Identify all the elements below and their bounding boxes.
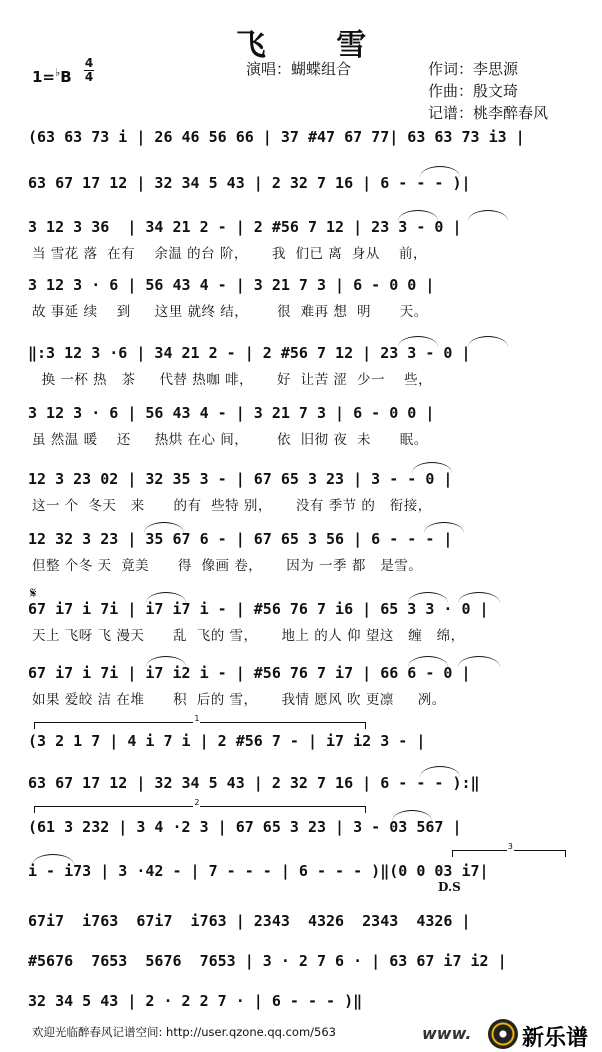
score-row-2	[28, 172, 578, 196]
lyric-line: 虽 然温 暖 还 热烘 在心 间， 依 旧彻 夜 未 眠。	[32, 432, 428, 448]
slur	[412, 462, 452, 473]
song-title: 飞 雪	[235, 28, 397, 63]
slur	[420, 166, 460, 177]
notation: #5676 7653 5676 7653 | 3 · 2 7 6 · | 63 67 i7 i2 |	[28, 952, 507, 970]
slur	[458, 592, 500, 603]
notation: 63 67 17 12 | 32 34 5 43 | 2 32 7 16 | 6 - - - ):‖	[28, 774, 480, 792]
slur	[398, 210, 438, 221]
lyric-line: 故 事延 续 到 这里 就终 结， 很 难再 想 明 天。	[32, 304, 428, 320]
volta-bracket-1	[34, 714, 366, 729]
segno-mark: 𝄋	[30, 584, 37, 602]
lyricist-credit: 作词：李思源	[428, 60, 519, 78]
score-row-15	[28, 910, 578, 934]
score-row-10	[28, 662, 578, 708]
slur	[146, 592, 186, 603]
lyric-line: 当 雪花 落 在有 余温 的台 阶， 我 们已 离 身从 前，	[32, 246, 427, 262]
notation: 3 12 3 · 6 | 56 43 4 - | 3 21 7 3 | 6 - 0 0 |	[28, 404, 435, 422]
score-row-12	[28, 772, 578, 796]
notation: (61 3 232 | 3 4 ·2 3 | 67 65 3 23 | 3 - 03 567 |	[28, 818, 462, 836]
slur	[392, 810, 432, 821]
notation: 32 34 5 43 | 2 · 2 2 7 · | 6 - - - )‖	[28, 992, 363, 1010]
notation: 3 12 3 36 | 34 21 2 - | 2 #56 7 12 | 23 3 - 0 |	[28, 218, 462, 236]
key-signature	[32, 56, 94, 86]
transcriber-credit: 记谱：桃李醉春风	[428, 104, 549, 122]
time-top: 4	[84, 56, 94, 70]
logo-brand: 新乐谱	[522, 1026, 589, 1051]
score-row-9	[28, 598, 578, 644]
footer-text: 欢迎光临醉春风记谱空间: http://user.qzone.qq.com/563	[32, 1025, 336, 1039]
lyric-line: 这一 个 冬天 来 的有 些特 别， 没有 季节 的 衔接，	[32, 498, 432, 514]
credits-block	[428, 58, 548, 124]
slur	[420, 766, 460, 777]
slur	[424, 522, 464, 533]
slur	[32, 854, 74, 865]
slur	[468, 210, 508, 221]
score-row-11	[28, 730, 578, 754]
notation: (3 2 1 7 | 4 i 7 i | 2 #56 7 - | i7 i2 3 - |	[28, 732, 426, 750]
score-row-8	[28, 528, 578, 574]
score-row-14	[28, 860, 578, 884]
disc-icon	[488, 1019, 518, 1049]
time-bottom: 4	[84, 70, 94, 84]
volta-bracket-3	[452, 842, 566, 857]
slur	[146, 656, 186, 667]
lyric-line: 但整 个冬 天 竟美 得 像画 卷， 因为 一季 都 是雪。	[32, 558, 423, 574]
slur	[144, 522, 184, 533]
lyric-line: 天上 飞呀 飞 漫天 乱 飞的 雪， 地上 的人 仰 望这 缠 绵，	[32, 628, 465, 644]
notation: 63 67 17 12 | 32 34 5 43 | 2 32 7 16 | 6 - - - )|	[28, 174, 471, 192]
site-logo	[422, 1018, 602, 1052]
score-row-4	[28, 274, 578, 320]
footer	[0, 1018, 602, 1052]
score-row-7	[28, 468, 578, 514]
score-row-6	[28, 402, 578, 448]
slur	[408, 592, 448, 603]
slur	[468, 336, 508, 347]
ds-mark: D.S	[438, 880, 461, 894]
volta-label-2: 2	[194, 798, 200, 807]
notation: 12 3 23 02 | 32 35 3 - | 67 65 3 23 | 3 - - 0 |	[28, 470, 453, 488]
flat-sign: ♭	[55, 66, 61, 79]
score-row-17	[28, 990, 578, 1014]
notation: 67 i7 i 7i | i7 i7 i - | #56 76 7 i6 | 65 3 3 · 0 |	[28, 600, 489, 618]
key-tonic: B	[60, 68, 72, 86]
lyric-line: 换 一杯 热 茶 代替 热咖 啡， 好 让苦 涩 少一 些，	[32, 372, 433, 388]
key-label: 1=	[32, 68, 56, 86]
score-row-3	[28, 216, 578, 262]
singer-credit: 演唱：蝴蝶组合	[246, 60, 352, 78]
notation: 3 12 3 · 6 | 56 43 4 - | 3 21 7 3 | 6 - 0 0 |	[28, 276, 435, 294]
time-signature	[84, 57, 94, 84]
score-row-5	[28, 342, 578, 388]
lyric-line: 如果 爱皎 洁 在堆 积 后的 雪， 我情 愿风 吹 更凛 冽。	[32, 692, 446, 708]
notation: (63 63 73 i | 26 46 56 66 | 37 #47 67 77| 63 63 73 i3 |	[28, 128, 525, 146]
slur	[398, 336, 438, 347]
score-row-1	[28, 126, 578, 150]
notation: 67i7 i763 67i7 i763 | 2343 4326 2343 4326 |	[28, 912, 471, 930]
slur	[408, 656, 448, 667]
volta-bracket-2	[34, 798, 366, 813]
score-row-13	[28, 816, 578, 840]
slur	[458, 656, 500, 667]
notation: 67 i7 i 7i | i7 i2 i - | #56 76 7 i7 | 66 6 - 0 |	[28, 664, 471, 682]
notation: 12 32 3 23 | 35 67 6 - | 67 65 3 56 | 6 - - - |	[28, 530, 453, 548]
composer-credit: 作曲：殷文琦	[428, 82, 519, 100]
volta-label-1: 1	[194, 714, 200, 723]
score-row-16	[28, 950, 578, 974]
volta-label-3: 3	[507, 842, 513, 851]
logo-www: www.	[422, 1024, 472, 1043]
notation: i - i73 | 3 ·42 - | 7 - - - | 6 - - - )‖(0 0 03 i7|	[28, 862, 489, 880]
notation: ‖:3 12 3 ·6 | 34 21 2 - | 2 #56 7 12 | 23 3 - 0 |	[28, 344, 471, 362]
